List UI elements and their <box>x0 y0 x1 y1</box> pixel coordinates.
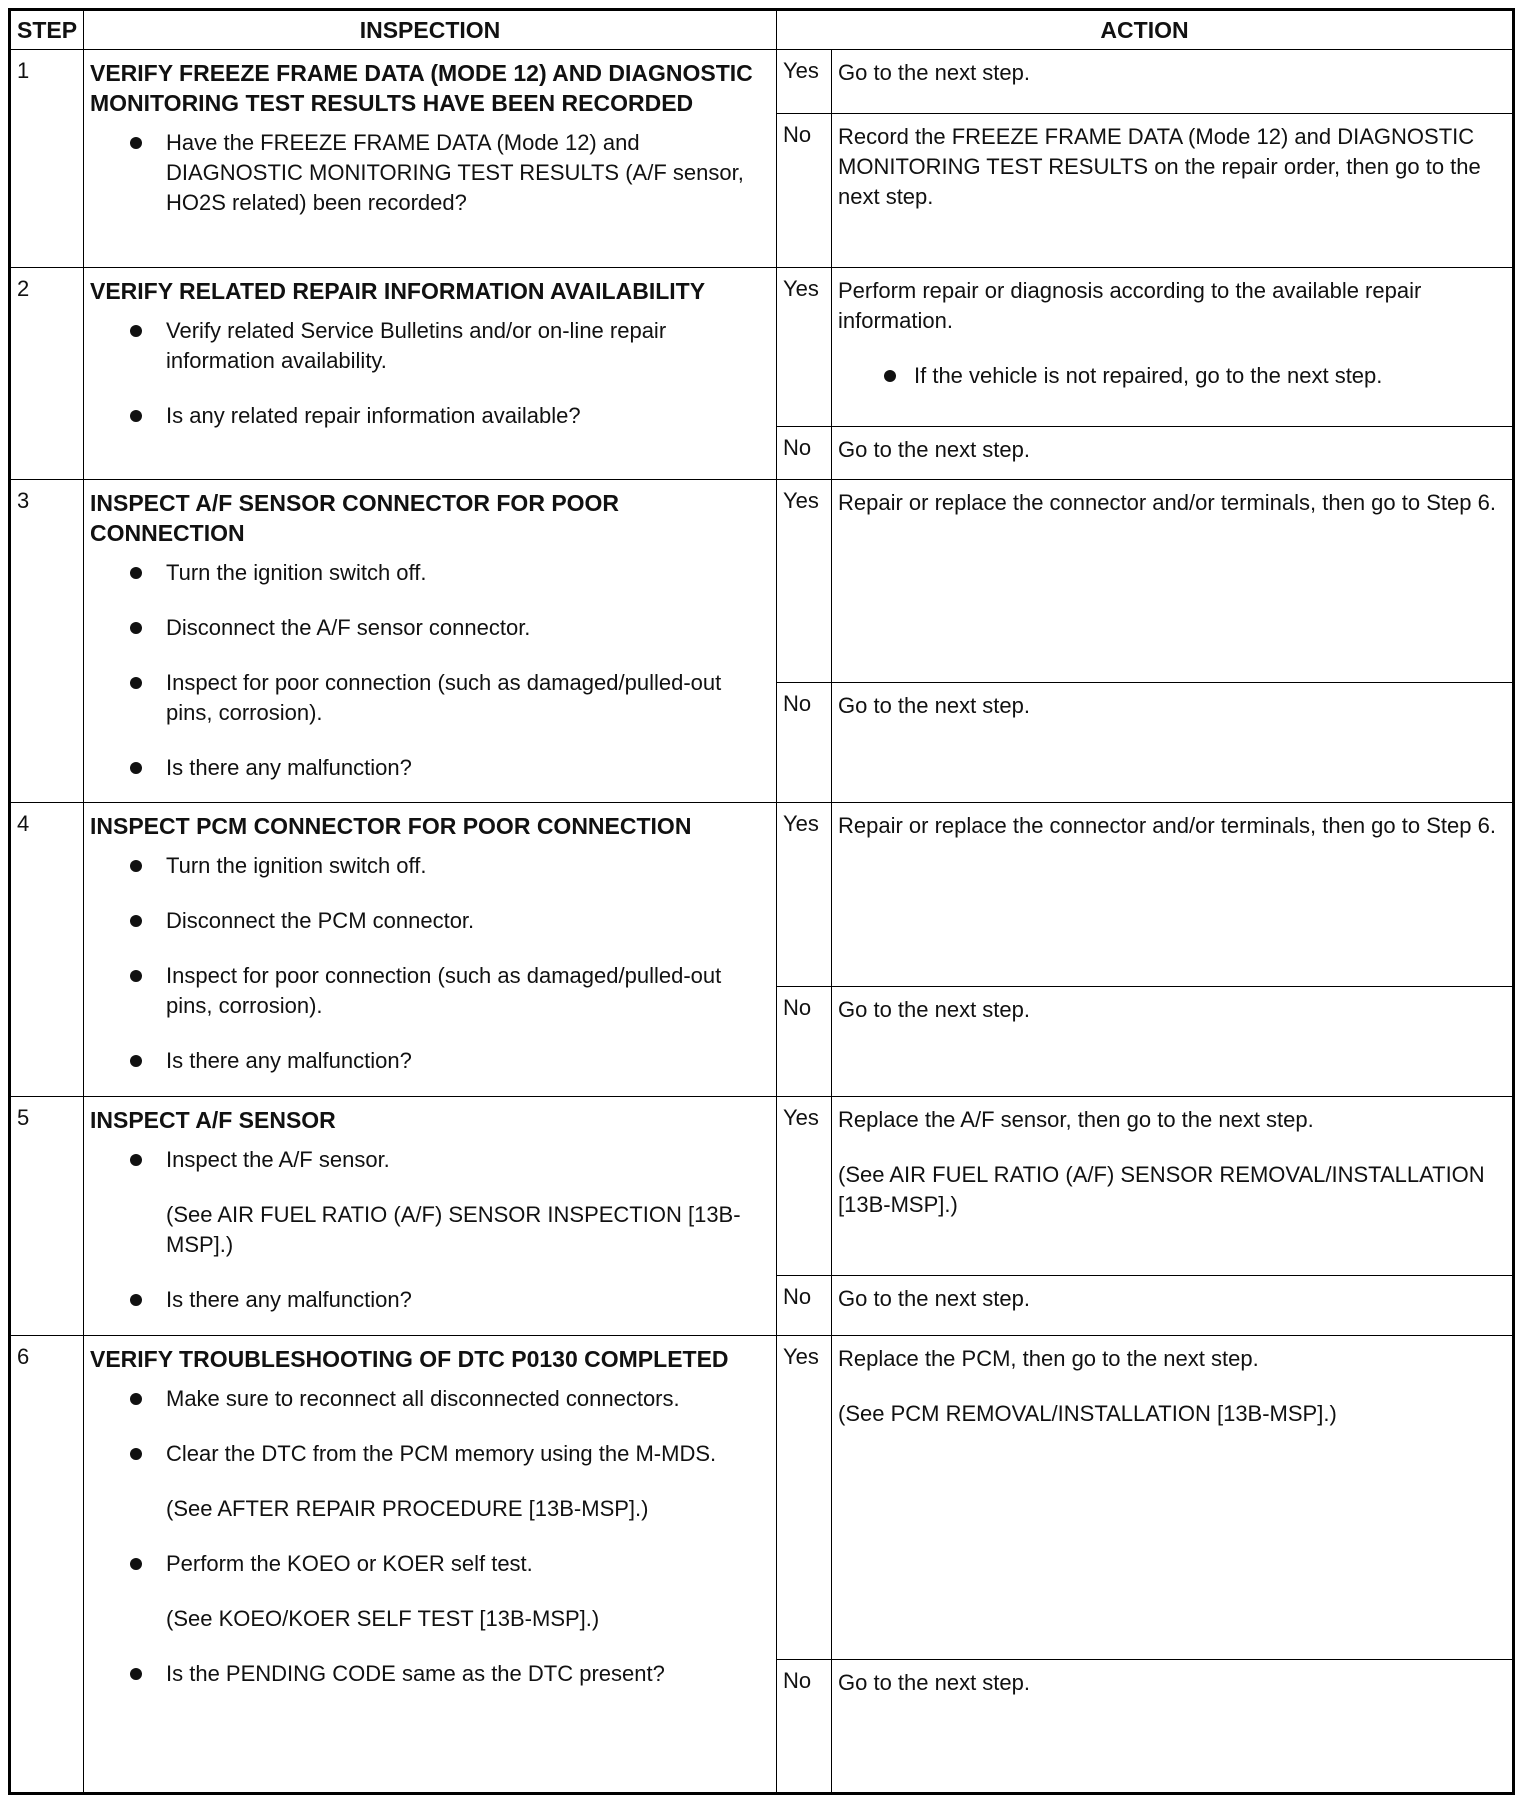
step-3-inspection <box>84 480 777 803</box>
step-6-yes-row <box>10 1336 1514 1660</box>
step-2-bullet-1: Verify related Service Bulletins and/or on-line repair information availability. <box>166 316 770 376</box>
bullet-icon <box>130 137 142 149</box>
step-6-yes-ref: (See PCM REMOVAL/INSTALLATION [13B-MSP].) <box>838 1401 1337 1426</box>
header-action: ACTION <box>777 10 1514 50</box>
step-4-bullet-1: Turn the ignition switch off. <box>166 851 770 881</box>
step-3-yes-label: Yes <box>777 480 832 683</box>
step-2-yes-bullet: If the vehicle is not repaired, go to the next step. <box>914 361 1506 391</box>
step-3-yes-action: Repair or replace the connector and/or terminals, then go to Step 6. <box>832 480 1514 683</box>
step-2-title: VERIFY RELATED REPAIR INFORMATION AVAILABILITY <box>90 278 706 304</box>
step-3-title: INSPECT A/F SENSOR CONNECTOR FOR POOR CONNECTION <box>90 490 620 546</box>
bullet-icon <box>130 860 142 872</box>
step-1-number: 1 <box>10 50 84 268</box>
bullet-icon <box>130 1055 142 1067</box>
step-4-bullet-2: Disconnect the PCM connector. <box>166 906 770 936</box>
step-2-yes-row <box>10 268 1514 427</box>
step-5-inspection <box>84 1097 777 1336</box>
step-6-no-label: No <box>777 1660 832 1794</box>
step-5-yes-ref: (See AIR FUEL RATIO (A/F) SENSOR REMOVAL/INSTALLATION [13B-MSP].) <box>838 1162 1485 1217</box>
step-1-no-label: No <box>777 114 832 268</box>
header-inspection: INSPECTION <box>84 10 777 50</box>
step-5-no-label: No <box>777 1276 832 1336</box>
step-4-no-label: No <box>777 987 832 1097</box>
step-2-number: 2 <box>10 268 84 480</box>
step-4-inspection <box>84 803 777 1097</box>
step-4-bullet-4: Is there any malfunction? <box>166 1046 770 1076</box>
step-3-yes-row <box>10 480 1514 683</box>
step-3-bullet-4: Is there any malfunction? <box>166 753 770 783</box>
step-5-yes-cell <box>832 1097 1514 1276</box>
step-4-yes-row <box>10 803 1514 987</box>
step-6-ref-after-self-test: (See KOEO/KOER SELF TEST [13B-MSP].) <box>166 1606 600 1631</box>
step-1-inspection <box>84 50 777 268</box>
step-1-yes-action: Go to the next step. <box>832 50 1514 114</box>
step-5-yes-label: Yes <box>777 1097 832 1276</box>
step-1-yes-label: Yes <box>777 50 832 114</box>
step-2-no-label: No <box>777 427 832 480</box>
step-2-yes-action: Perform repair or diagnosis according to the available repair information. <box>838 278 1422 333</box>
step-1-bullet-1: Have the FREEZE FRAME DATA (Mode 12) and DIAGNOSTIC MONITORING TEST RESULTS (A/F sensor, HO2S related) been recorded? <box>166 128 770 218</box>
step-6-inspection <box>84 1336 777 1794</box>
step-5-title: INSPECT A/F SENSOR <box>90 1107 336 1133</box>
step-3-bullet-2: Disconnect the A/F sensor connector. <box>166 613 770 643</box>
step-6-ref-after-clear: (See AFTER REPAIR PROCEDURE [13B-MSP].) <box>166 1496 649 1521</box>
bullet-icon <box>130 1448 142 1460</box>
step-5-yes-action: Replace the A/F sensor, then go to the next step. <box>838 1107 1314 1132</box>
step-2-no-action: Go to the next step. <box>832 427 1514 480</box>
step-3-bullet-3: Inspect for poor connection (such as damaged/pulled-out pins, corrosion). <box>166 668 770 728</box>
step-6-yes-label: Yes <box>777 1336 832 1660</box>
step-3-number: 3 <box>10 480 84 803</box>
step-6-yes-cell <box>832 1336 1514 1660</box>
step-6-bullet-3: Perform the KOEO or KOER self test. <box>166 1549 770 1579</box>
step-3-no-action: Go to the next step. <box>832 683 1514 803</box>
bullet-icon <box>130 325 142 337</box>
step-5-no-action: Go to the next step. <box>832 1276 1514 1336</box>
step-6-number: 6 <box>10 1336 84 1794</box>
bullet-icon <box>130 677 142 689</box>
bullet-icon <box>884 370 896 382</box>
diagnostic-procedure-sheet <box>8 8 1512 1792</box>
step-4-number: 4 <box>10 803 84 1097</box>
bullet-icon <box>130 970 142 982</box>
step-1-yes-row <box>10 50 1514 114</box>
step-4-yes-label: Yes <box>777 803 832 987</box>
step-1-title: VERIFY FREEZE FRAME DATA (MODE 12) AND DIAGNOSTIC MONITORING TEST RESULTS HAVE BEEN RECORDED <box>90 60 753 116</box>
step-4-bullet-3: Inspect for poor connection (such as damaged/pulled-out pins, corrosion). <box>166 961 770 1021</box>
step-3-no-label: No <box>777 683 832 803</box>
step-2-yes-cell <box>832 268 1514 427</box>
step-6-bullet-1: Make sure to reconnect all disconnected connectors. <box>166 1384 770 1414</box>
step-5-bullet-2: Is there any malfunction? <box>166 1285 770 1315</box>
bullet-icon <box>130 1558 142 1570</box>
step-6-bullet-2: Clear the DTC from the PCM memory using the M-MDS. <box>166 1439 770 1469</box>
step-1-no-action: Record the FREEZE FRAME DATA (Mode 12) and DIAGNOSTIC MONITORING TEST RESULTS on the repair order, then go to the next step. <box>832 114 1514 268</box>
step-4-title: INSPECT PCM CONNECTOR FOR POOR CONNECTION <box>90 813 692 839</box>
step-5-yes-row <box>10 1097 1514 1276</box>
bullet-icon <box>130 410 142 422</box>
step-4-yes-action: Repair or replace the connector and/or terminals, then go to Step 6. <box>832 803 1514 987</box>
step-6-yes-action: Replace the PCM, then go to the next step. <box>838 1346 1259 1371</box>
header-step: STEP <box>10 10 84 50</box>
diagnostic-table <box>8 8 1515 1795</box>
step-6-title: VERIFY TROUBLESHOOTING OF DTC P0130 COMPLETED <box>90 1346 729 1372</box>
bullet-icon <box>130 1668 142 1680</box>
step-2-inspection <box>84 268 777 480</box>
bullet-icon <box>130 1154 142 1166</box>
bullet-icon <box>130 762 142 774</box>
step-6-no-action: Go to the next step. <box>832 1660 1514 1794</box>
header-row <box>10 10 1514 50</box>
step-5-bullet-1: Inspect the A/F sensor. <box>166 1145 770 1175</box>
bullet-icon <box>130 622 142 634</box>
step-2-bullet-2: Is any related repair information available? <box>166 401 770 431</box>
bullet-icon <box>130 1393 142 1405</box>
step-5-number: 5 <box>10 1097 84 1336</box>
bullet-icon <box>130 567 142 579</box>
step-6-bullet-4: Is the PENDING CODE same as the DTC present? <box>166 1659 770 1689</box>
bullet-icon <box>130 915 142 927</box>
step-4-no-action: Go to the next step. <box>832 987 1514 1097</box>
step-5-bullet-ref: (See AIR FUEL RATIO (A/F) SENSOR INSPECTION [13B-MSP].) <box>166 1202 741 1257</box>
bullet-icon <box>130 1294 142 1306</box>
step-2-yes-label: Yes <box>777 268 832 427</box>
step-3-bullet-1: Turn the ignition switch off. <box>166 558 770 588</box>
